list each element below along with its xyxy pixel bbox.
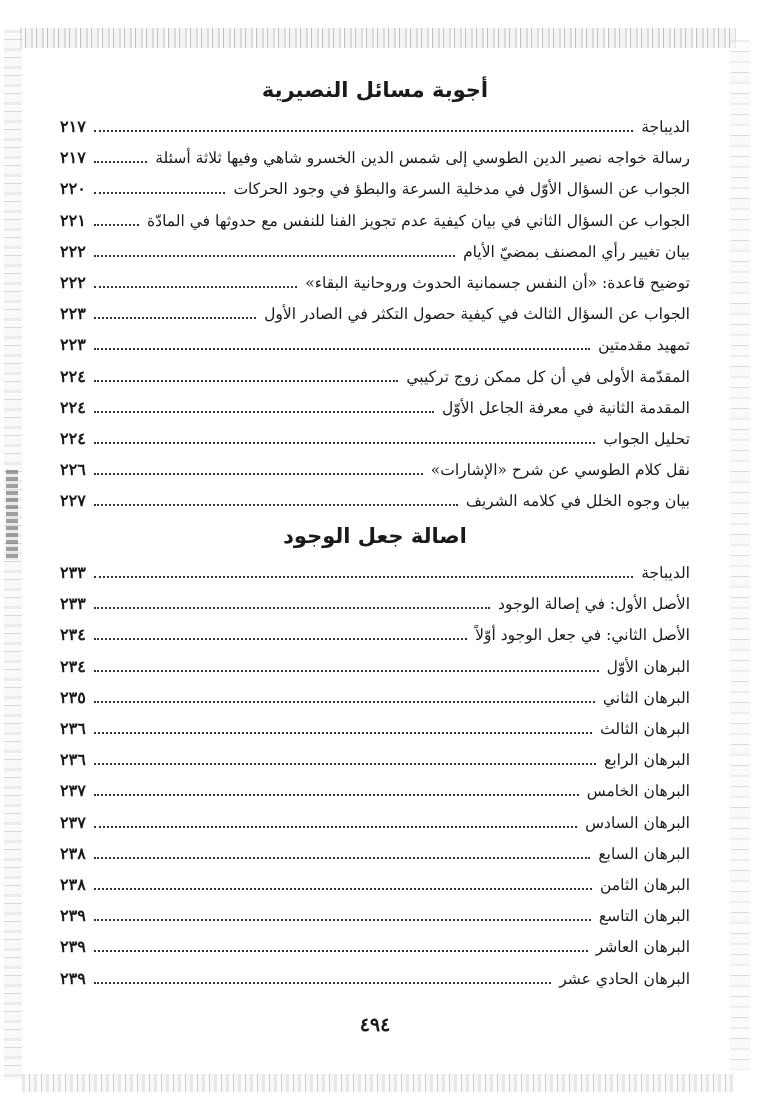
- toc-entry-title: توضيح قاعدة: «أن النفس جسمانية الحدوث وروحانية البقاء»: [305, 274, 690, 292]
- toc-entry-page: ٢٢٧: [60, 491, 86, 511]
- toc-entry-title: البرهان الثامن: [600, 876, 690, 894]
- toc-entry-page: ٢٢١: [60, 210, 86, 230]
- toc-entry: [60, 772, 690, 802]
- dot-leader: [94, 670, 599, 672]
- scan-noise-right: [730, 40, 750, 1070]
- toc-entry: [60, 108, 690, 138]
- dot-leader: [94, 130, 633, 132]
- toc-entry-title: البرهان الأوّل: [606, 657, 690, 676]
- toc-entry: [60, 897, 690, 927]
- toc-entry-page: ٢٢٢: [60, 241, 86, 261]
- toc-entry-page: ٢٣٧: [60, 781, 86, 801]
- toc-entry-page: ٢١٧: [60, 117, 86, 136]
- toc-entry-page: ٢٣٦: [60, 750, 86, 770]
- toc-entry: [60, 585, 690, 615]
- toc-entry: [60, 264, 690, 294]
- dot-leader: [94, 763, 596, 765]
- dot-leader: [94, 732, 592, 734]
- toc-entry-title: الجواب عن السؤال الأوّل في مدخلية السرعة والبطؤ في وجود الحركات: [233, 180, 690, 199]
- dot-leader: [94, 701, 595, 703]
- page-number: ٤٩٤: [359, 1014, 391, 1036]
- toc-entry-title: بيان وجوه الخلل في كلامه الشريف: [465, 492, 690, 511]
- dot-leader: [94, 576, 633, 578]
- toc-entry: [60, 170, 690, 200]
- dot-leader: [94, 442, 595, 444]
- toc-entry-title: الجواب عن السؤال الثاني في بيان كيفية عدم تجويز الفنا للنفس مع حدوثها في المادّة: [147, 211, 690, 230]
- toc-entry-page: ٢٢٤: [60, 429, 86, 448]
- toc-entry-page: ٢٣٦: [60, 719, 86, 738]
- toc-entry-title: الأصل الثاني: في جعل الوجود أوّلاً: [475, 626, 690, 645]
- dot-leader: [94, 504, 458, 506]
- toc-entry: [60, 389, 690, 419]
- toc-entry-page: ٢٢٢: [60, 273, 86, 292]
- dot-leader: [94, 982, 551, 984]
- toc-entry: [60, 326, 690, 356]
- toc-entry-page: ٢٣٩: [60, 906, 86, 926]
- toc-entry: [60, 960, 690, 990]
- toc-entry-title: البرهان التاسع: [598, 907, 690, 926]
- toc-entry-page: ٢٢٤: [60, 397, 86, 417]
- toc-entry-title: الديباجة: [641, 564, 690, 582]
- scan-noise-left-binding: [6, 470, 18, 560]
- toc-entry: [60, 233, 690, 263]
- toc-entry-title: الجواب عن السؤال الثالث في كيفية حصول التكثر في الصادر الأول: [264, 305, 690, 324]
- dot-leader: [94, 286, 297, 288]
- toc-entry-title: بيان تغيير رأي المصنف بمضيّ الأيام: [463, 242, 690, 261]
- toc-entry: [60, 679, 690, 709]
- dot-leader: [94, 919, 591, 921]
- toc-entry-title: البرهان الخامس: [586, 782, 690, 801]
- toc-entry: [60, 295, 690, 325]
- dot-leader: [94, 638, 467, 640]
- dot-leader: [94, 473, 423, 475]
- section-title: اصالة جعل الوجود: [283, 524, 467, 548]
- toc-entry-title: نقل كلام الطوسي عن شرح «الإشارات»: [430, 461, 690, 480]
- toc-entry: [60, 139, 690, 169]
- dot-leader: [94, 826, 577, 828]
- toc-entry: [60, 928, 690, 958]
- toc-entry-page: ٢٣٣: [60, 594, 86, 614]
- toc-entry-page: ٢٣٩: [60, 968, 86, 988]
- toc-entry-page: ٢٣٣: [60, 563, 86, 582]
- toc-entry: [60, 616, 690, 646]
- toc-entry: [60, 804, 690, 834]
- toc-entry-title: الديباجة: [641, 118, 690, 136]
- toc-entry: [60, 420, 690, 450]
- dot-leader: [94, 192, 226, 194]
- toc-entry-title: البرهان الرابع: [604, 751, 690, 770]
- toc-entry-title: البرهان الثاني: [602, 688, 690, 707]
- toc-entry: [60, 648, 690, 678]
- dot-leader: [94, 348, 590, 350]
- toc-entry-title: البرهان الثالث: [600, 720, 690, 738]
- dot-leader: [94, 317, 256, 319]
- toc-entry-page: ٢٣٨: [60, 875, 86, 894]
- dot-leader: [94, 411, 434, 413]
- toc-entry-title: رسالة خواجه نصير الدين الطوسي إلى شمس الدين الخسرو شاهي وفيها ثلاثة أسئلة: [155, 149, 690, 168]
- toc-entry: [60, 741, 690, 771]
- dot-leader: [94, 888, 592, 890]
- toc-entry-page: ٢٣٩: [60, 937, 86, 957]
- toc-entry: [60, 710, 690, 740]
- dot-leader: [94, 161, 147, 163]
- toc-entry-title: المقدمة الثانية في معرفة الجاعل الأوّل: [442, 398, 690, 417]
- dot-leader: [94, 255, 455, 257]
- toc-entry: [60, 835, 690, 865]
- toc-entry-page: ٢٢٣: [60, 304, 86, 324]
- dot-leader: [94, 380, 399, 382]
- section-title: أجوبة مسائل النصيرية: [261, 78, 489, 102]
- toc-entry-page: ٢٣٥: [60, 687, 86, 707]
- toc-entry: [60, 358, 690, 388]
- table-of-contents: [60, 0, 690, 1119]
- toc-entry-title: البرهان السادس: [585, 813, 690, 832]
- toc-entry-title: البرهان العاشر: [595, 938, 690, 957]
- dot-leader: [94, 794, 579, 796]
- dot-leader: [94, 950, 588, 952]
- toc-entry-title: المقدّمة الأولى في أن كل ممكن زوج تركيبي: [406, 367, 690, 386]
- toc-entry: [60, 482, 690, 512]
- toc-entry-page: ٢٢٣: [60, 335, 86, 355]
- toc-entry: [60, 554, 690, 584]
- toc-entry-title: الأصل الأول: في إصالة الوجود: [498, 595, 690, 614]
- toc-entry-page: ٢٣٤: [60, 656, 86, 676]
- dot-leader: [94, 857, 591, 859]
- toc-entry: [60, 866, 690, 896]
- toc-entry-page: ٢٢٦: [60, 460, 86, 480]
- toc-entry-page: ٢٣٤: [60, 625, 86, 645]
- toc-entry-title: البرهان الحادي عشر: [559, 969, 690, 988]
- toc-entry-page: ٢٣٧: [60, 812, 86, 832]
- toc-entry-page: ٢٢٤: [60, 366, 86, 386]
- toc-entry-page: ٢٢٠: [60, 179, 86, 199]
- dot-leader: [94, 607, 490, 609]
- dot-leader: [94, 224, 139, 226]
- toc-entry-page: ٢١٧: [60, 148, 86, 168]
- toc-entry-title: تحليل الجواب: [603, 430, 690, 448]
- toc-entry: [60, 202, 690, 232]
- toc-entry-title: البرهان السابع: [598, 844, 690, 863]
- toc-entry-page: ٢٣٨: [60, 843, 86, 863]
- toc-entry-title: تمهيد مقدمتين: [598, 336, 690, 355]
- toc-entry: [60, 451, 690, 481]
